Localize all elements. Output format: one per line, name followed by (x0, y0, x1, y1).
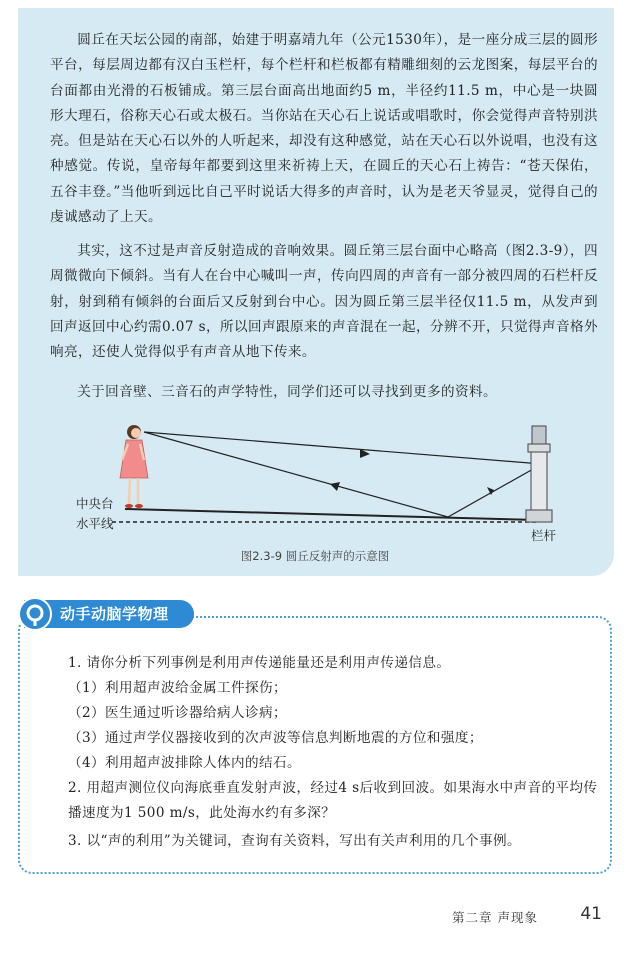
echo-diagram-svg (70, 418, 570, 543)
question-1-item-2: （2）医生通过听诊器给病人诊病； (68, 705, 287, 721)
label-level-line: 水平线 (76, 516, 114, 531)
paragraph-echo-explanation: 其实，这不过是声音反射造成的音响效果。圆丘第三层台面中心略高（图2.3-9），四周微微向下倾斜。当有人在台中心喊叫一声，传向四周的声音有一部分被四周的石栏杆反射，射到稍有倾斜的台面后又反射到台中心。因为圆丘第三层半径仅11.5 m，从发声到回声返回中心约需0.07 s，所以回声跟原来的声音混在一起，分辨不开，只觉得声音格外响亮，还使人觉得似乎有声音从地下传来。 (50, 243, 598, 361)
person-figure (120, 425, 148, 508)
question-2: 2. 用超声测位仪向海底垂直发射声波，经过4 s后收到回波。如果海水中声音的平均传播速度为1 500 m/s，此处海水约有多深？ (68, 780, 598, 821)
paragraph-further-reading: 关于回音壁、三音石的声学特性，同学们还可以寻找到更多的资料。 (77, 384, 497, 400)
platform-surface (125, 509, 538, 520)
figure-echo-diagram (70, 418, 570, 543)
sound-ray-outgoing (144, 432, 542, 464)
paragraph-tiantan-description: 圆丘在天坛公园的南部，始建于明嘉靖九年（公元1530年），是一座分成三层的圆形平台，每层周边都有汉白玉栏杆，每个栏杆和栏板都有精雕细刻的云龙图案，每层平台的台面都由光滑的石板铺成。第三层台面高出地面约5 m，半径约11.5 m，中心是一块圆形大理石，俗称天心石或太极石。当你站在天心石上说话或唱歌时，你会觉得声音特别洪亮。但是站在天心石以外的人听起来，却没有这种感觉，站在天心石以外说唱，也没有这种感觉。传说，皇帝每年都要到这里来祈祷上天，在圆丘的天心石上祷告：“苍天保佑，五谷丰登。”当他听到远比自己平时说话大得多的声音时，认为是老天爷显灵，觉得自己的虔诚感动了上天。 (50, 32, 598, 226)
question-1-item-3: （3）通过声学仪器接收到的次声波等信息判断地震的方位和强度； (68, 730, 483, 746)
footer-chapter: 第二章 声现象 (452, 910, 538, 925)
railing-base (526, 510, 552, 522)
railing-post (531, 452, 547, 510)
arrow-return (330, 482, 340, 491)
question-1: 1. 请你分析下列事例是利用声传递能量还是利用声传递信息。 (68, 655, 451, 671)
activity-title: 动手动脑学物理 (60, 605, 169, 623)
question-1-item-4: （4）利用超声波排除人体内的结石。 (68, 755, 301, 771)
railing-top (532, 426, 546, 444)
page-number: 41 (580, 904, 602, 924)
label-center-platform: 中央台 (76, 496, 114, 511)
label-railing: 栏杆 (531, 528, 557, 543)
railing-cap (528, 444, 550, 452)
figure-caption: 图2.3-9 圆丘反射声的示意图 (240, 549, 390, 563)
activity-badge-icon (18, 597, 52, 631)
question-3: 3. 以“声的利用”为关键词，查询有关资料，写出有关声利用的几个事例。 (68, 833, 521, 849)
sound-ray-reflected-down (448, 464, 542, 517)
magnifier-icon (20, 599, 50, 629)
question-1-item-1: （1）利用超声波给金属工件探伤； (68, 680, 287, 696)
